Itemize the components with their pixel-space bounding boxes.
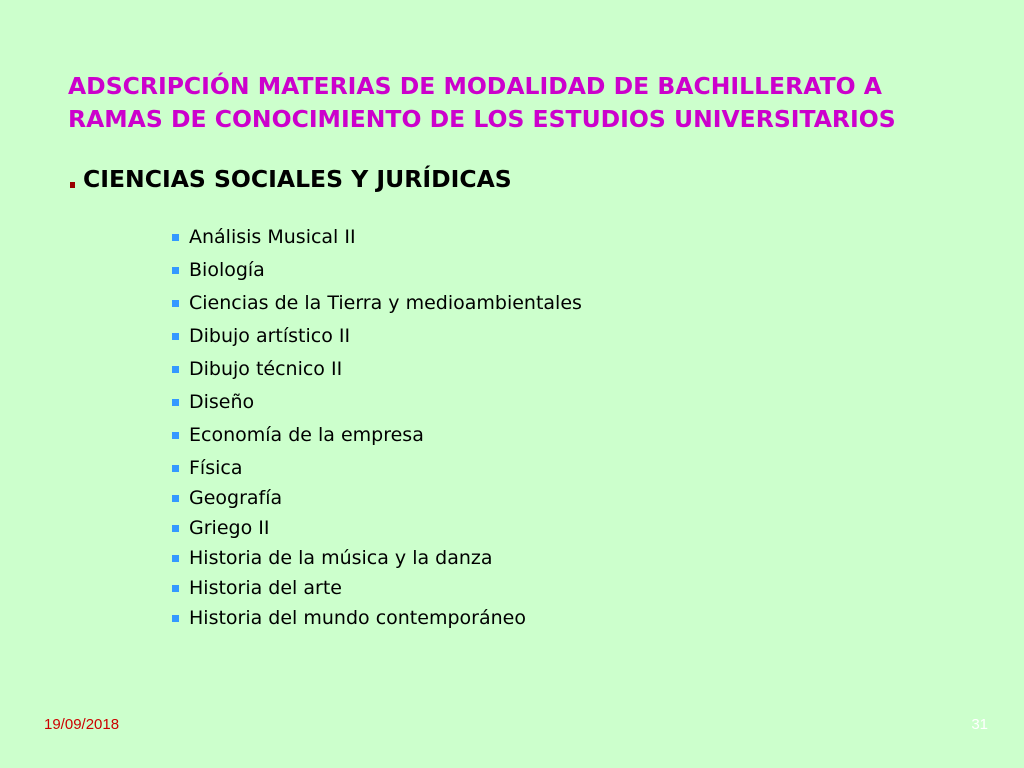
footer-date: 19/09/2018 [44,716,120,733]
square-bullet-icon [172,366,179,373]
subject-label: Economía de la empresa [189,424,424,446]
square-bullet-icon [70,182,75,188]
subject-label: Física [189,457,243,479]
subject-label: Ciencias de la Tierra y medioambientales [189,292,582,314]
list-item [172,224,356,250]
title-line-1: ADSCRIPCIÓN MATERIAS DE MODALIDAD DE BACHILLERATO A [68,72,882,100]
subject-label: Geografía [189,487,283,509]
subject-label: Biología [189,259,265,281]
square-bullet-icon [172,300,179,307]
square-bullet-icon [172,525,179,532]
subject-label: Historia del arte [189,577,342,599]
list-item [172,356,342,382]
square-bullet-icon [172,432,179,439]
subject-label: Historia de la música y la danza [189,547,493,569]
list-item [172,422,424,448]
list-item [172,545,493,571]
list-item [172,257,265,283]
square-bullet-icon [172,465,179,472]
square-bullet-icon [172,267,179,274]
subject-label: Griego II [189,517,270,539]
square-bullet-icon [172,585,179,592]
list-item [172,455,242,481]
square-bullet-icon [172,333,179,340]
square-bullet-icon [172,495,179,502]
list-item [172,605,526,631]
list-item [172,290,582,316]
title-line-2: RAMAS DE CONOCIMIENTO DE LOS ESTUDIOS UNIVERSITARIOS [68,105,896,133]
list-item [172,575,342,601]
page-number: 31 [971,716,988,733]
subject-label: Dibujo artístico II [189,325,351,347]
subject-label: Dibujo técnico II [189,358,343,380]
list-item [172,515,269,541]
subject-label: Diseño [189,391,255,413]
section-heading [70,163,512,196]
square-bullet-icon [172,399,179,406]
square-bullet-icon [172,555,179,562]
subject-label: Análisis Musical II [189,226,356,248]
subject-label: Historia del mundo contemporáneo [189,607,526,629]
section-label: CIENCIAS SOCIALES Y JURÍDICAS [83,165,512,193]
list-item [172,485,282,511]
square-bullet-icon [172,615,179,622]
list-item [172,389,254,415]
square-bullet-icon [172,234,179,241]
slide-title [68,70,988,136]
list-item [172,323,350,349]
